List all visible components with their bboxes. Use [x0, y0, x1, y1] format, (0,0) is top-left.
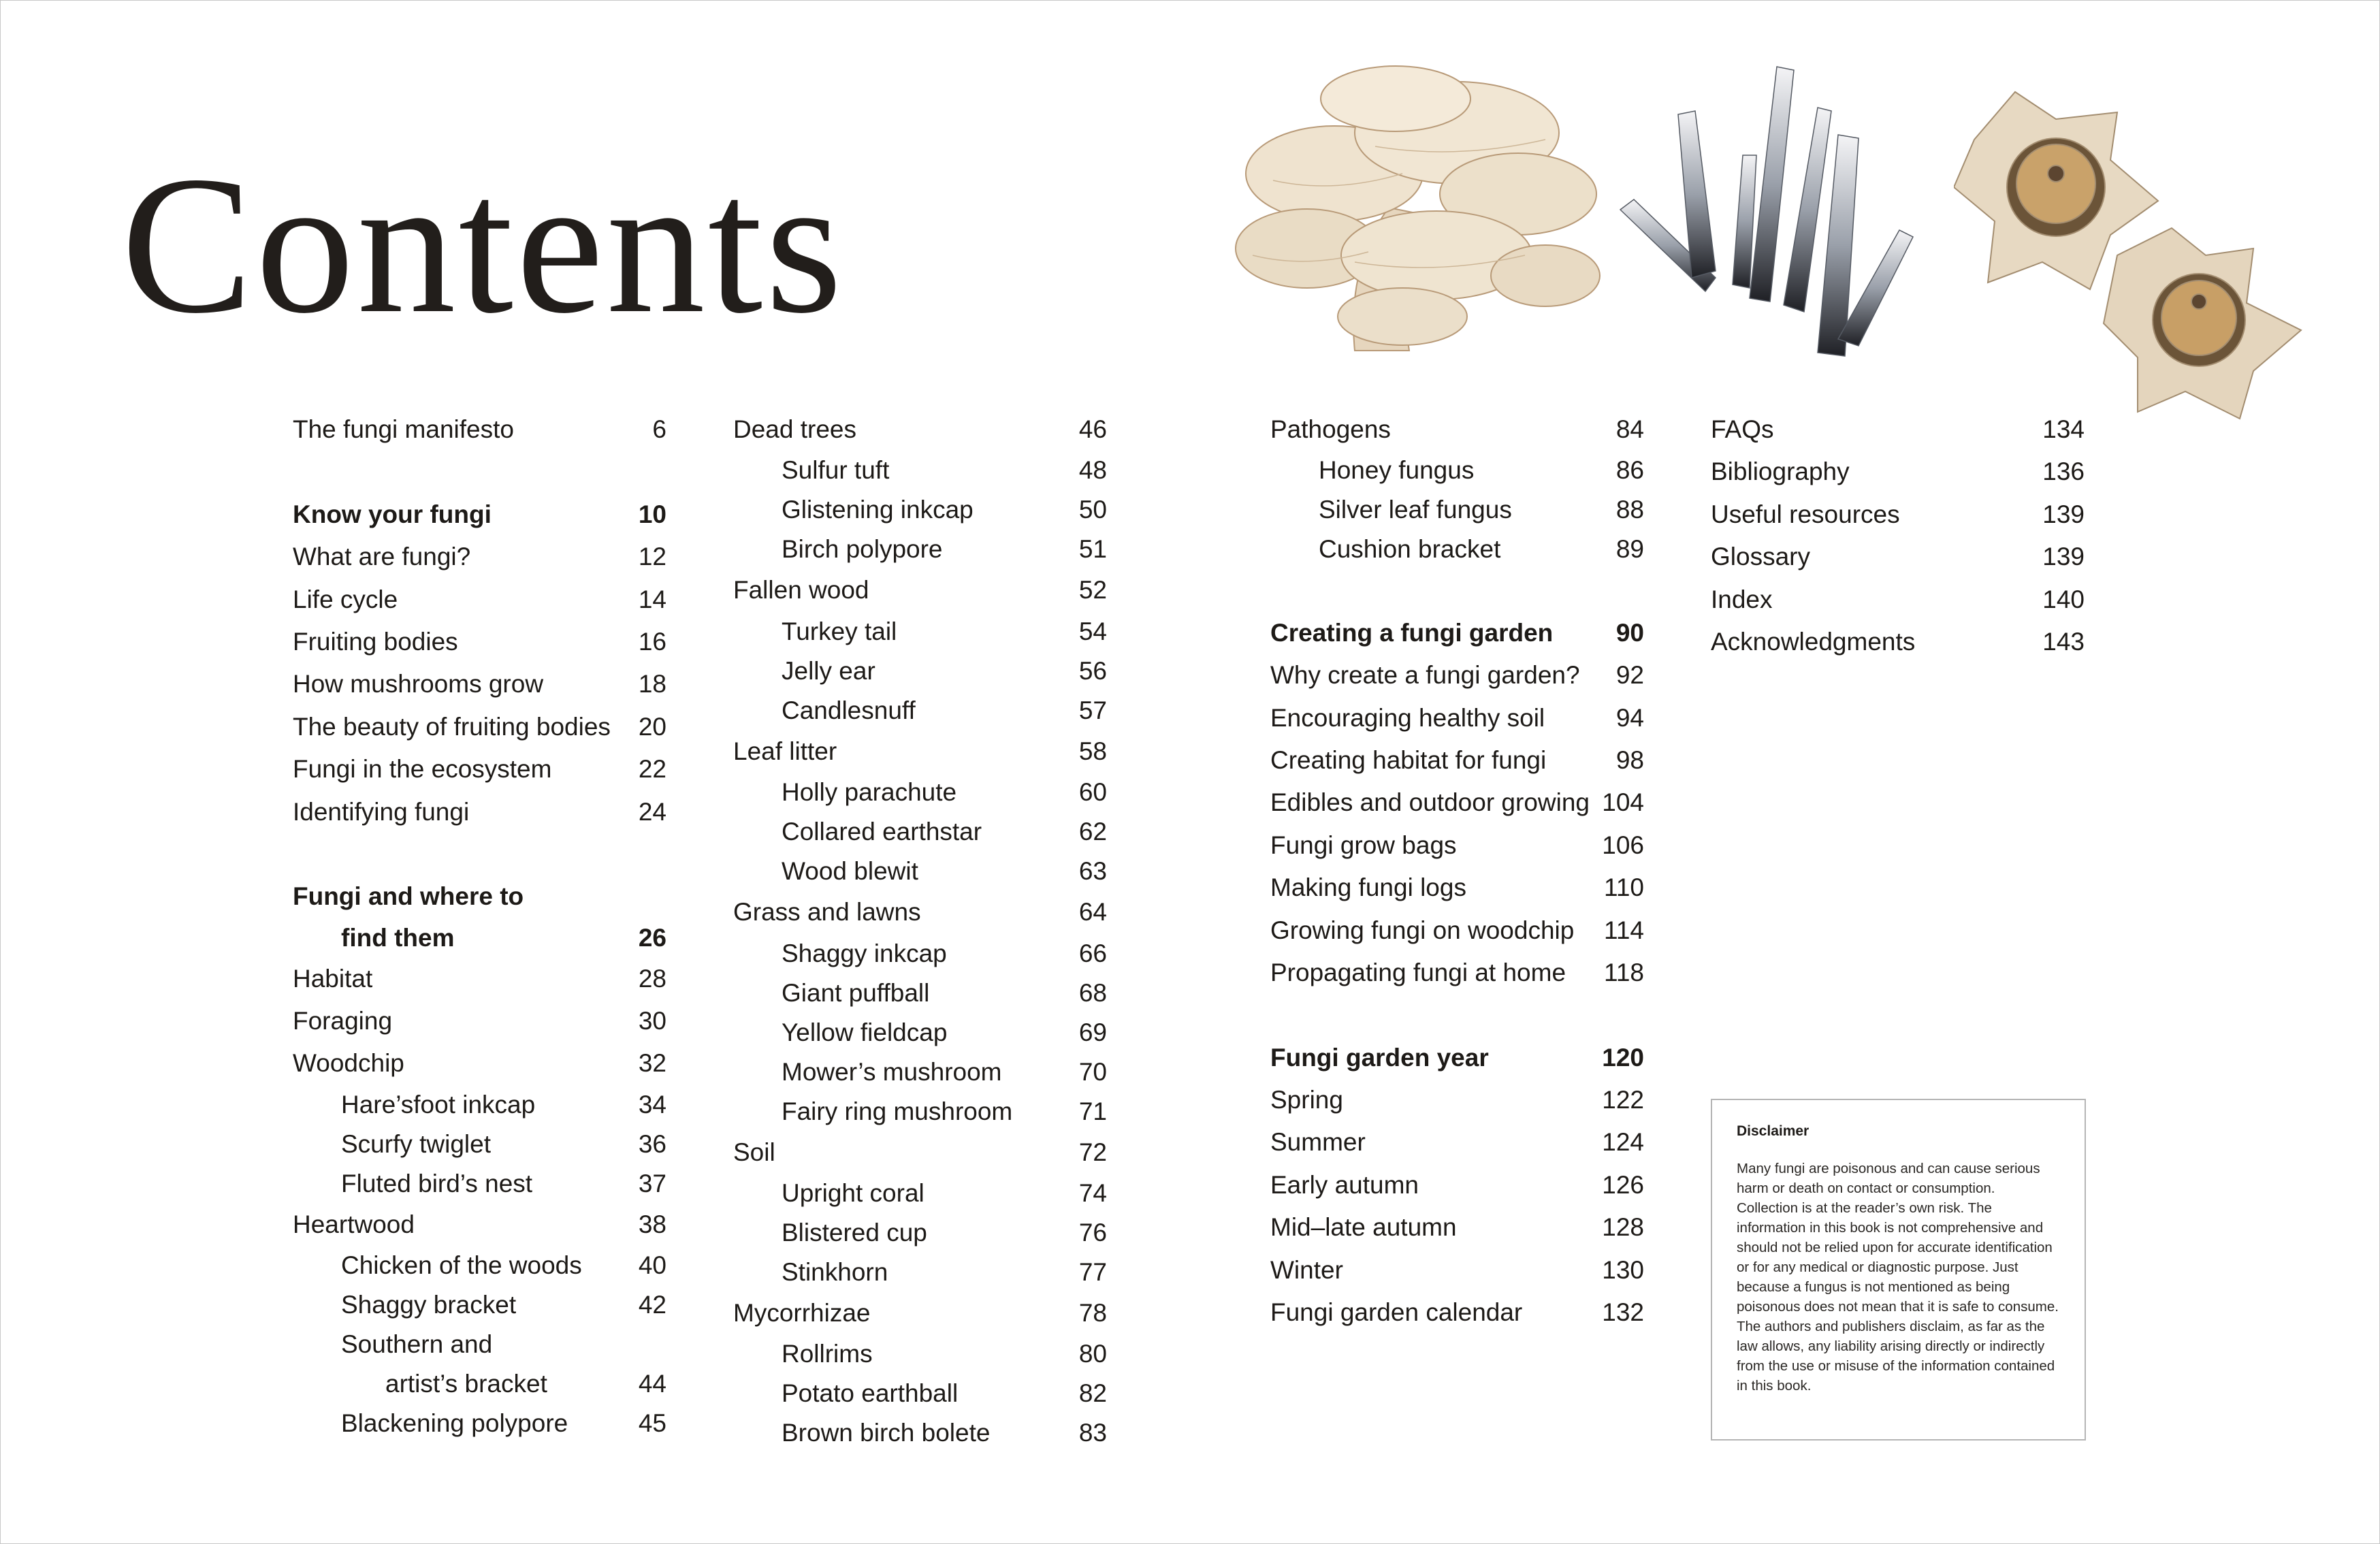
toc-entry-label: Creating habitat for fungi	[1270, 745, 1547, 774]
toc-entry-label: Grass and lawns	[733, 898, 921, 927]
toc-page-number: 6	[652, 415, 666, 443]
toc-page-number: 44	[638, 1370, 666, 1398]
toc-entry[interactable]	[1270, 824, 1644, 867]
toc-entry-label: Blackening polypore	[341, 1409, 568, 1438]
toc-entry[interactable]	[1270, 451, 1644, 490]
toc-entry[interactable]	[733, 1174, 1107, 1213]
toc-entry-label: Useful resources	[1711, 500, 1900, 528]
toc-entry[interactable]	[293, 1246, 666, 1285]
toc-entry-label: How mushrooms grow	[293, 670, 544, 698]
toc-entry[interactable]	[733, 934, 1107, 974]
toc-entry[interactable]	[733, 1253, 1107, 1292]
toc-entry-label: Winter	[1270, 1255, 1343, 1284]
toc-entry-label: Fruiting bodies	[293, 627, 458, 656]
toc-entry[interactable]	[1711, 451, 2085, 493]
toc-entry-label: Index	[1711, 585, 1773, 613]
toc-page-number: 66	[1078, 939, 1107, 967]
toc-page-number: 104	[1602, 788, 1644, 817]
toc-page-number: 51	[1078, 535, 1107, 564]
toc-page-number: 89	[1615, 535, 1644, 564]
toc-section-heading[interactable]	[293, 918, 666, 958]
toc-entry[interactable]	[733, 490, 1107, 530]
toc-page-number: 130	[1602, 1255, 1644, 1284]
toc-entry-label: Why create a fungi garden?	[1270, 661, 1580, 690]
toc-entry[interactable]	[733, 812, 1107, 852]
toc-page-number: 34	[638, 1090, 666, 1119]
toc-entry-label: Birch polypore	[782, 535, 943, 564]
toc-entry-label: Collared earthstar	[782, 818, 982, 846]
earthstar-illustration	[1954, 85, 2308, 425]
toc-entry[interactable]	[293, 408, 666, 451]
toc-entry[interactable]	[733, 891, 1107, 933]
toc-page-number: 139	[2042, 500, 2085, 528]
toc-entry-label: Dead trees	[733, 415, 856, 443]
toc-entry-label: FAQs	[1711, 415, 1774, 443]
toc-entry[interactable]	[733, 408, 1107, 451]
toc-entry-label: Jelly ear	[782, 656, 875, 685]
disclaimer-box	[1711, 1099, 2086, 1441]
toc-entry[interactable]	[733, 1092, 1107, 1131]
toc-entry[interactable]	[1270, 739, 1644, 782]
toc-entry[interactable]	[1270, 782, 1644, 824]
toc-page-number: 83	[1078, 1419, 1107, 1447]
toc-entry[interactable]	[293, 1325, 666, 1364]
toc-entry[interactable]	[1711, 408, 2085, 451]
toc-entry-label: Woodchip	[293, 1049, 404, 1078]
toc-entry[interactable]	[733, 1213, 1107, 1253]
toc-entry[interactable]	[1270, 867, 1644, 909]
toc-entry-label: Holly parachute	[782, 778, 957, 807]
toc-page-number: 28	[638, 964, 666, 993]
toc-entry-label: Cushion bracket	[1319, 535, 1501, 564]
toc-entry-label: Mid–late autumn	[1270, 1213, 1457, 1242]
toc-entry[interactable]	[293, 621, 666, 663]
toc-entry[interactable]	[293, 791, 666, 833]
oyster-mushroom-illustration	[1232, 58, 1603, 361]
toc-page-number: 26	[638, 923, 666, 952]
toc-page-number: 69	[1078, 1018, 1107, 1046]
toc-spacer	[293, 833, 666, 875]
toc-entry[interactable]	[1270, 1079, 1644, 1121]
toc-entry-label: Know your fungi	[293, 500, 492, 528]
toc-entry[interactable]	[733, 652, 1107, 691]
toc-page-number: 30	[638, 1007, 666, 1035]
toc-page-number: 74	[1078, 1178, 1107, 1207]
toc-entry-label: Sulfur tuft	[782, 456, 890, 485]
toc-entry[interactable]	[293, 1085, 666, 1125]
toc-entry[interactable]	[1270, 952, 1644, 994]
toc-page-number: 84	[1615, 415, 1644, 443]
toc-entry[interactable]	[293, 1364, 666, 1404]
toc-entry-label: Turkey tail	[782, 617, 897, 645]
toc-entry-label: Silver leaf fungus	[1319, 496, 1512, 524]
toc-entry-label: Bibliography	[1711, 457, 1850, 486]
page-title: Contents	[121, 135, 846, 354]
toc-page-number: 62	[1078, 818, 1107, 846]
toc-page-number: 58	[1078, 737, 1107, 765]
toc-entry-label: Fluted bird’s nest	[341, 1169, 533, 1197]
toc-entry[interactable]	[733, 1292, 1107, 1334]
toc-entry[interactable]	[1270, 1164, 1644, 1206]
toc-entry-label: Potato earthball	[782, 1379, 959, 1408]
toc-page-number: 63	[1078, 857, 1107, 886]
toc-page-number: 45	[638, 1409, 666, 1438]
toc-column	[733, 408, 1107, 1453]
toc-entry-label: find them	[341, 923, 455, 952]
toc-page-number: 10	[638, 500, 666, 528]
toc-entry[interactable]	[293, 748, 666, 790]
toc-entry-label: Southern and	[341, 1330, 493, 1359]
toc-entry-label: Scurfy twiglet	[341, 1129, 492, 1158]
toc-page-number: 77	[1078, 1257, 1107, 1286]
toc-spacer	[1270, 994, 1644, 1036]
toc-entry-label: Foraging	[293, 1007, 393, 1035]
toc-page-number: 12	[638, 543, 666, 571]
coral-fungus-illustration	[1613, 53, 1923, 373]
toc-page-number: 118	[1604, 958, 1644, 986]
toc-entry-label: Creating a fungi garden	[1270, 618, 1554, 647]
toc-entry-label: Fungi in the ecosystem	[293, 755, 552, 784]
toc-entry-label: Shaggy bracket	[341, 1291, 517, 1319]
toc-entry[interactable]	[1270, 697, 1644, 739]
toc-entry[interactable]	[293, 1285, 666, 1325]
disclaimer-body: Many fungi are poisonous and can cause serious harm or death on contact or consumption. Collection is at the reader’s own risk. The information in this book is not comprehensive and should not be relied upon for accurate identification or for any medical or diagnostic purpose. Just because a fungus is not mentioned as being poisonous does not mean that it is safe to consume. The authors and publishers disclaim, as far as the law allows, any liability arising directly or indirectly from the use or misuse of the information contained in this book.	[1737, 1161, 2059, 1394]
toc-entry-label: Brown birch bolete	[782, 1419, 991, 1447]
toc-page-number: 78	[1078, 1298, 1107, 1327]
toc-entry[interactable]	[733, 530, 1107, 569]
toc-entry[interactable]	[733, 1334, 1107, 1374]
toc-page-number: 90	[1615, 618, 1644, 647]
toc-page-number: 88	[1615, 496, 1644, 524]
toc-column	[293, 408, 666, 1443]
toc-page-number: 14	[638, 585, 666, 613]
toc-page-number: 76	[1078, 1218, 1107, 1247]
toc-page-number: 64	[1078, 898, 1107, 927]
toc-entry[interactable]	[1270, 408, 1644, 451]
toc-entry[interactable]	[733, 773, 1107, 812]
toc-entry[interactable]	[733, 1374, 1107, 1413]
toc-entry-label: Soil	[733, 1138, 775, 1166]
toc-entry-label: Wood blewit	[782, 857, 918, 886]
toc-entry[interactable]	[733, 974, 1107, 1013]
toc-entry-label: Early autumn	[1270, 1170, 1419, 1199]
toc-entry-label: Candlesnuff	[782, 696, 916, 724]
toc-section-heading[interactable]	[293, 875, 666, 918]
toc-page-number: 120	[1602, 1043, 1644, 1072]
toc-entry[interactable]	[293, 663, 666, 705]
toc-page-number: 20	[638, 712, 666, 741]
toc-column	[1711, 408, 2085, 663]
toc-entry-label: Summer	[1270, 1128, 1366, 1157]
toc-entry-label: Making fungi logs	[1270, 873, 1466, 902]
toc-entry-label: Chicken of the woods	[341, 1251, 582, 1280]
toc-entry[interactable]	[733, 1052, 1107, 1092]
toc-entry-label: What are fungi?	[293, 543, 471, 571]
toc-page-number: 52	[1078, 576, 1107, 605]
toc-entry-label: Stinkhorn	[782, 1257, 888, 1286]
toc-page-number: 57	[1078, 696, 1107, 724]
toc-spacer	[293, 451, 666, 493]
toc-entry[interactable]	[733, 612, 1107, 652]
toc-page-number: 94	[1615, 703, 1644, 732]
toc-page-number: 24	[638, 797, 666, 826]
toc-entry-label: Edibles and outdoor growing	[1270, 788, 1590, 817]
toc-entry-label: Fungi garden calendar	[1270, 1298, 1523, 1327]
toc-page-number: 139	[2042, 543, 2085, 571]
toc-entry-label: Fungi grow bags	[1270, 831, 1457, 859]
toc-page-number: 68	[1078, 978, 1107, 1007]
toc-entry-label: Glistening inkcap	[782, 496, 974, 524]
toc-entry[interactable]	[733, 1131, 1107, 1174]
toc-entry-label: Leaf litter	[733, 737, 837, 765]
toc-entry[interactable]	[293, 579, 666, 621]
toc-entry[interactable]	[1270, 1291, 1644, 1334]
toc-page-number: 37	[638, 1169, 666, 1197]
toc-page-number: 132	[1602, 1298, 1644, 1327]
toc-page-number: 110	[1604, 873, 1644, 902]
toc-entry[interactable]	[293, 1164, 666, 1204]
toc-spacer	[1270, 569, 1644, 611]
toc-page-number: 82	[1078, 1379, 1107, 1408]
toc-page-number: 128	[1602, 1213, 1644, 1242]
toc-page-number: 56	[1078, 656, 1107, 685]
toc-page-number: 70	[1078, 1057, 1107, 1086]
toc-page-number: 136	[2042, 457, 2085, 486]
toc-entry[interactable]	[733, 852, 1107, 891]
toc-entry-label: Life cycle	[293, 585, 398, 613]
toc-page-number: 72	[1078, 1138, 1107, 1166]
toc-column	[1270, 408, 1644, 1334]
toc-entry[interactable]	[1270, 1206, 1644, 1249]
toc-entry[interactable]	[733, 451, 1107, 490]
toc-entry-label: Habitat	[293, 964, 373, 993]
toc-entry-label: Spring	[1270, 1086, 1343, 1114]
toc-entry-label: Honey fungus	[1319, 456, 1475, 485]
toc-entry-label: Fungi garden year	[1270, 1043, 1489, 1072]
toc-page-number: 80	[1078, 1340, 1107, 1368]
toc-entry-label: Pathogens	[1270, 415, 1391, 443]
toc-entry-label: artist’s bracket	[385, 1370, 547, 1398]
toc-entry-label: Shaggy inkcap	[782, 939, 947, 967]
toc-page-number: 126	[1602, 1170, 1644, 1199]
toc-entry-label: Hare’sfoot inkcap	[341, 1090, 536, 1119]
toc-page-number: 38	[638, 1210, 666, 1238]
toc-entry[interactable]	[1711, 579, 2085, 621]
toc-entry-label: Fallen wood	[733, 576, 869, 605]
toc-entry[interactable]	[733, 569, 1107, 611]
toc-entry-label: The beauty of fruiting bodies	[293, 712, 611, 741]
toc-entry-label: Propagating fungi at home	[1270, 958, 1566, 986]
toc-section-heading[interactable]	[293, 494, 666, 536]
toc-page-number: 124	[1602, 1128, 1644, 1157]
toc-entry[interactable]	[733, 691, 1107, 730]
toc-page-number: 32	[638, 1049, 666, 1078]
toc-entry[interactable]	[1270, 490, 1644, 530]
toc-entry[interactable]	[1711, 536, 2085, 578]
toc-page-number: 86	[1615, 456, 1644, 485]
toc-page-number: 50	[1078, 496, 1107, 524]
toc-entry[interactable]	[1270, 1121, 1644, 1163]
toc-entry[interactable]	[293, 1125, 666, 1164]
toc-entry[interactable]	[293, 706, 666, 748]
toc-entry-label: Growing fungi on woodchip	[1270, 916, 1575, 944]
toc-entry[interactable]	[293, 958, 666, 1000]
toc-entry-label: Giant puffball	[782, 978, 930, 1007]
toc-entry-label: The fungi manifesto	[293, 415, 514, 443]
toc-page-number: 60	[1078, 778, 1107, 807]
toc-entry-label: Fungi and where to	[293, 882, 524, 911]
toc-entry[interactable]	[1270, 654, 1644, 696]
toc-section-heading[interactable]	[1270, 612, 1644, 654]
toc-page-number: 92	[1615, 661, 1644, 690]
toc-entry[interactable]	[293, 1404, 666, 1443]
disclaimer-title: Disclaimer	[1737, 1123, 1810, 1139]
toc-entry-label: Upright coral	[782, 1178, 924, 1207]
toc-page-number: 16	[638, 627, 666, 656]
toc-page-number: 42	[638, 1291, 666, 1319]
toc-page-number: 46	[1078, 415, 1107, 443]
toc-entry[interactable]	[1270, 530, 1644, 569]
toc-page-number: 98	[1615, 745, 1644, 774]
toc-page-number: 36	[638, 1129, 666, 1158]
toc-page-number: 143	[2042, 627, 2085, 656]
toc-entry[interactable]	[733, 1413, 1107, 1453]
toc-entry-label: Encouraging healthy soil	[1270, 703, 1545, 732]
toc-entry[interactable]	[1711, 494, 2085, 536]
toc-entry-label: Identifying fungi	[293, 797, 470, 826]
toc-page-number: 48	[1078, 456, 1107, 485]
toc-entry[interactable]	[293, 1042, 666, 1084]
toc-entry[interactable]	[293, 1000, 666, 1042]
toc-entry-label: Glossary	[1711, 543, 1810, 571]
toc-page-number: 18	[638, 670, 666, 698]
toc-page-number: 54	[1078, 617, 1107, 645]
toc-entry[interactable]	[733, 730, 1107, 773]
toc-entry[interactable]	[1270, 910, 1644, 952]
toc-page-number: 140	[2042, 585, 2085, 613]
toc-entry-label: Acknowledgments	[1711, 627, 1916, 656]
toc-section-heading[interactable]	[1270, 1037, 1644, 1079]
toc-entry-label: Blistered cup	[782, 1218, 927, 1247]
toc-entry-label: Yellow fieldcap	[782, 1018, 948, 1046]
toc-page-number: 106	[1602, 831, 1644, 859]
toc-entry-label: Heartwood	[293, 1210, 415, 1238]
toc-entry-label: Mower’s mushroom	[782, 1057, 1002, 1086]
toc-page-number: 122	[1602, 1086, 1644, 1114]
toc-entry[interactable]	[1270, 1249, 1644, 1291]
toc-page-number: 71	[1078, 1097, 1107, 1125]
toc-page-number: 134	[2042, 415, 2085, 443]
toc-entry[interactable]	[293, 536, 666, 578]
toc-entry-label: Rollrims	[782, 1340, 873, 1368]
toc-entry[interactable]	[293, 1204, 666, 1246]
toc-entry[interactable]	[1711, 621, 2085, 663]
toc-entry-label: Mycorrhizae	[733, 1298, 871, 1327]
toc-entry[interactable]	[733, 1013, 1107, 1052]
toc-page-number: 114	[1604, 916, 1644, 944]
toc-entry-label: Fairy ring mushroom	[782, 1097, 1013, 1125]
toc-page-number: 40	[638, 1251, 666, 1280]
toc-page-number: 22	[638, 755, 666, 784]
